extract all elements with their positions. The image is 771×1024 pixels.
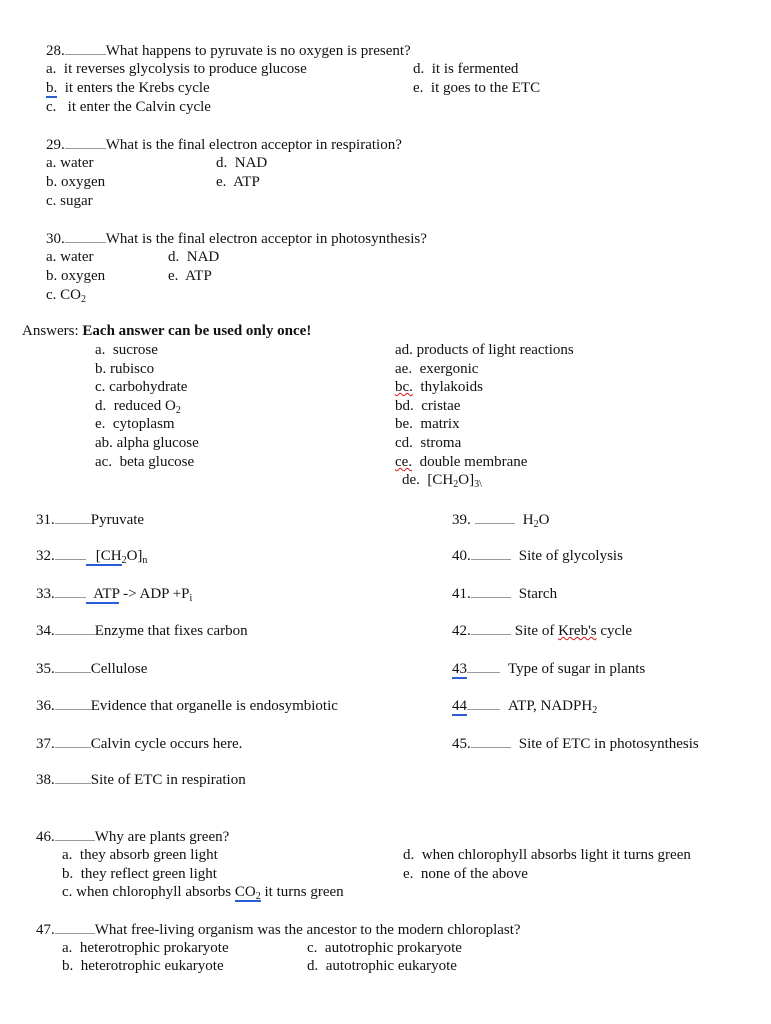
q28-stem: 28. What happens to pyruvate is no oxygen is present? xyxy=(46,43,411,59)
match-38-blank[interactable] xyxy=(55,770,91,784)
match-34-blank[interactable] xyxy=(55,621,95,635)
q30-option-e: e. ATP xyxy=(168,268,212,284)
match-44: 44 ATP, $NADPH_2$ xyxy=(452,698,598,716)
q46-answer-blank[interactable] xyxy=(55,827,95,841)
q47-option-a: a. heterotrophic prokaryote xyxy=(62,940,229,956)
answer-ae: ae. exergonic xyxy=(395,361,479,377)
q47-stem: 47. What free-living organism was the ancestor to the modern chloroplast? xyxy=(36,922,521,938)
q29-option-b: b. oxygen xyxy=(46,174,106,190)
answer-d: d. reduced $O_2$ xyxy=(95,398,181,416)
answer-ab: ab. alpha glucose xyxy=(95,435,199,451)
match-39-blank[interactable] xyxy=(475,510,515,524)
q29-option-a: a. water xyxy=(46,155,94,171)
q30-answer-blank[interactable] xyxy=(65,229,106,243)
q28-option-c: c. it enter the Calvin cycle xyxy=(46,99,211,115)
q46-option-e: e. none of the above xyxy=(403,866,528,882)
match-31: 31. Pyruvate xyxy=(36,512,145,528)
match-45: 45. Site of ETC in photosynthesis xyxy=(452,736,699,752)
q47-option-c: c. autotrophic prokaryote xyxy=(307,940,462,956)
match-33: 33. ATP -> ADP $+P_i$ xyxy=(36,586,193,604)
q29-option-d: d. NAD xyxy=(216,155,268,171)
q30-option-d: d. NAD xyxy=(168,249,220,265)
q29-answer-blank[interactable] xyxy=(65,135,106,149)
q30-option-a: a. water xyxy=(46,249,94,265)
q30-option-c: c. $CO_2$ xyxy=(46,287,87,305)
q46-option-a: a. they absorb green light xyxy=(62,847,218,863)
q47-answer-blank[interactable] xyxy=(55,920,95,934)
answers-heading: Answers: Each answer can be used only once! xyxy=(22,323,312,339)
match-42-blank[interactable] xyxy=(471,621,511,635)
match-36-blank[interactable] xyxy=(55,696,91,710)
match-42: 42. Site of Kreb's cycle xyxy=(452,623,633,639)
q28-option-a: a. it reverses glycolysis to produce glucose xyxy=(46,61,307,77)
match-33-blank[interactable] xyxy=(55,584,86,598)
q46-option-c: c. when chlorophyll absorbs $CO_2$ it turns green xyxy=(62,884,344,902)
match-41-blank[interactable] xyxy=(471,584,511,598)
q28-option-d: d. it is fermented xyxy=(413,61,519,77)
match-34: 34. Enzyme that fixes carbon xyxy=(36,623,248,639)
q28-option-b: b. it enters the Krebs cycle xyxy=(46,80,210,96)
answer-de: de. $[CH_2O]_{3\backslash}$ xyxy=(402,472,482,490)
match-43: 43 Type of sugar in plants xyxy=(452,661,646,677)
q46-option-b: b. they reflect green light xyxy=(62,866,217,882)
q46-option-d: d. when chlorophyll absorbs light it turns green xyxy=(403,847,691,863)
answer-a: a. sucrose xyxy=(95,342,158,358)
q46-stem: 46. Why are plants green? xyxy=(36,829,230,845)
answer-bc: bc. thylakoids xyxy=(395,379,483,395)
q29-option-e: e. ATP xyxy=(216,174,260,190)
match-31-blank[interactable] xyxy=(55,510,91,524)
q47-option-d: d. autotrophic eukaryote xyxy=(307,958,457,974)
answer-bd: bd. cristae xyxy=(395,398,461,414)
match-35-blank[interactable] xyxy=(55,659,91,673)
match-44-blank[interactable] xyxy=(467,696,500,710)
match-32-blank[interactable] xyxy=(55,546,86,560)
q28-answer-blank[interactable] xyxy=(65,41,106,55)
match-38: 38. Site of ETC in respiration xyxy=(36,772,246,788)
match-37-blank[interactable] xyxy=(55,734,91,748)
match-37: 37. Calvin cycle occurs here. xyxy=(36,736,243,752)
answer-b: b. rubisco xyxy=(95,361,155,377)
match-40: 40. Site of glycolysis xyxy=(452,548,623,564)
match-32: 32. $[CH_2O]_n$ xyxy=(36,548,148,566)
q47-option-b: b. heterotrophic eukaryote xyxy=(62,958,224,974)
answer-c: c. carbohydrate xyxy=(95,379,188,395)
answer-be: be. matrix xyxy=(395,416,460,432)
match-36: 36. Evidence that organelle is endosymbiotic xyxy=(36,698,338,714)
match-40-blank[interactable] xyxy=(471,546,511,560)
q28-option-e: e. it goes to the ETC xyxy=(413,80,541,96)
q30-option-b: b. oxygen xyxy=(46,268,106,284)
match-43-blank[interactable] xyxy=(467,659,500,673)
answer-e: e. cytoplasm xyxy=(95,416,175,432)
match-41: 41. Starch xyxy=(452,586,558,602)
q30-stem: 30. What is the final electron acceptor in photosynthesis? xyxy=(46,231,427,247)
q29-stem: 29. What is the final electron acceptor in respiration? xyxy=(46,137,402,153)
answer-cd: cd. stroma xyxy=(395,435,462,451)
q29-option-c: c. sugar xyxy=(46,193,93,209)
answer-ad: ad. products of light reactions xyxy=(395,342,574,358)
answer-ac: ac. beta glucose xyxy=(95,454,195,470)
match-45-blank[interactable] xyxy=(471,734,511,748)
match-35: 35. Cellulose xyxy=(36,661,148,677)
answer-ce: ce. double membrane xyxy=(395,454,528,470)
match-39: 39. $H_2O$ xyxy=(452,512,550,530)
